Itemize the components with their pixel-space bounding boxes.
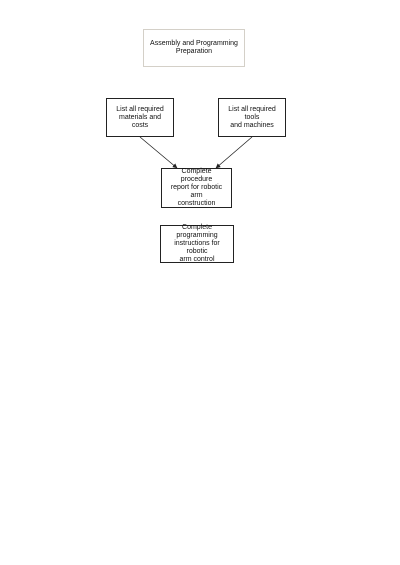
tools-node[interactable]: List all required tools and machines [218,98,286,137]
programming-node[interactable]: Complete programming instructions for robotic arm control [160,225,234,263]
edge-tools-to-procedure [216,137,252,168]
procedure-node[interactable]: Complete procedure report for robotic arm construction [161,168,232,208]
title-node[interactable]: Assembly and Programming Preparation [143,29,245,67]
materials-node[interactable]: List all required materials and costs [106,98,174,137]
edge-materials-to-procedure [140,137,177,168]
